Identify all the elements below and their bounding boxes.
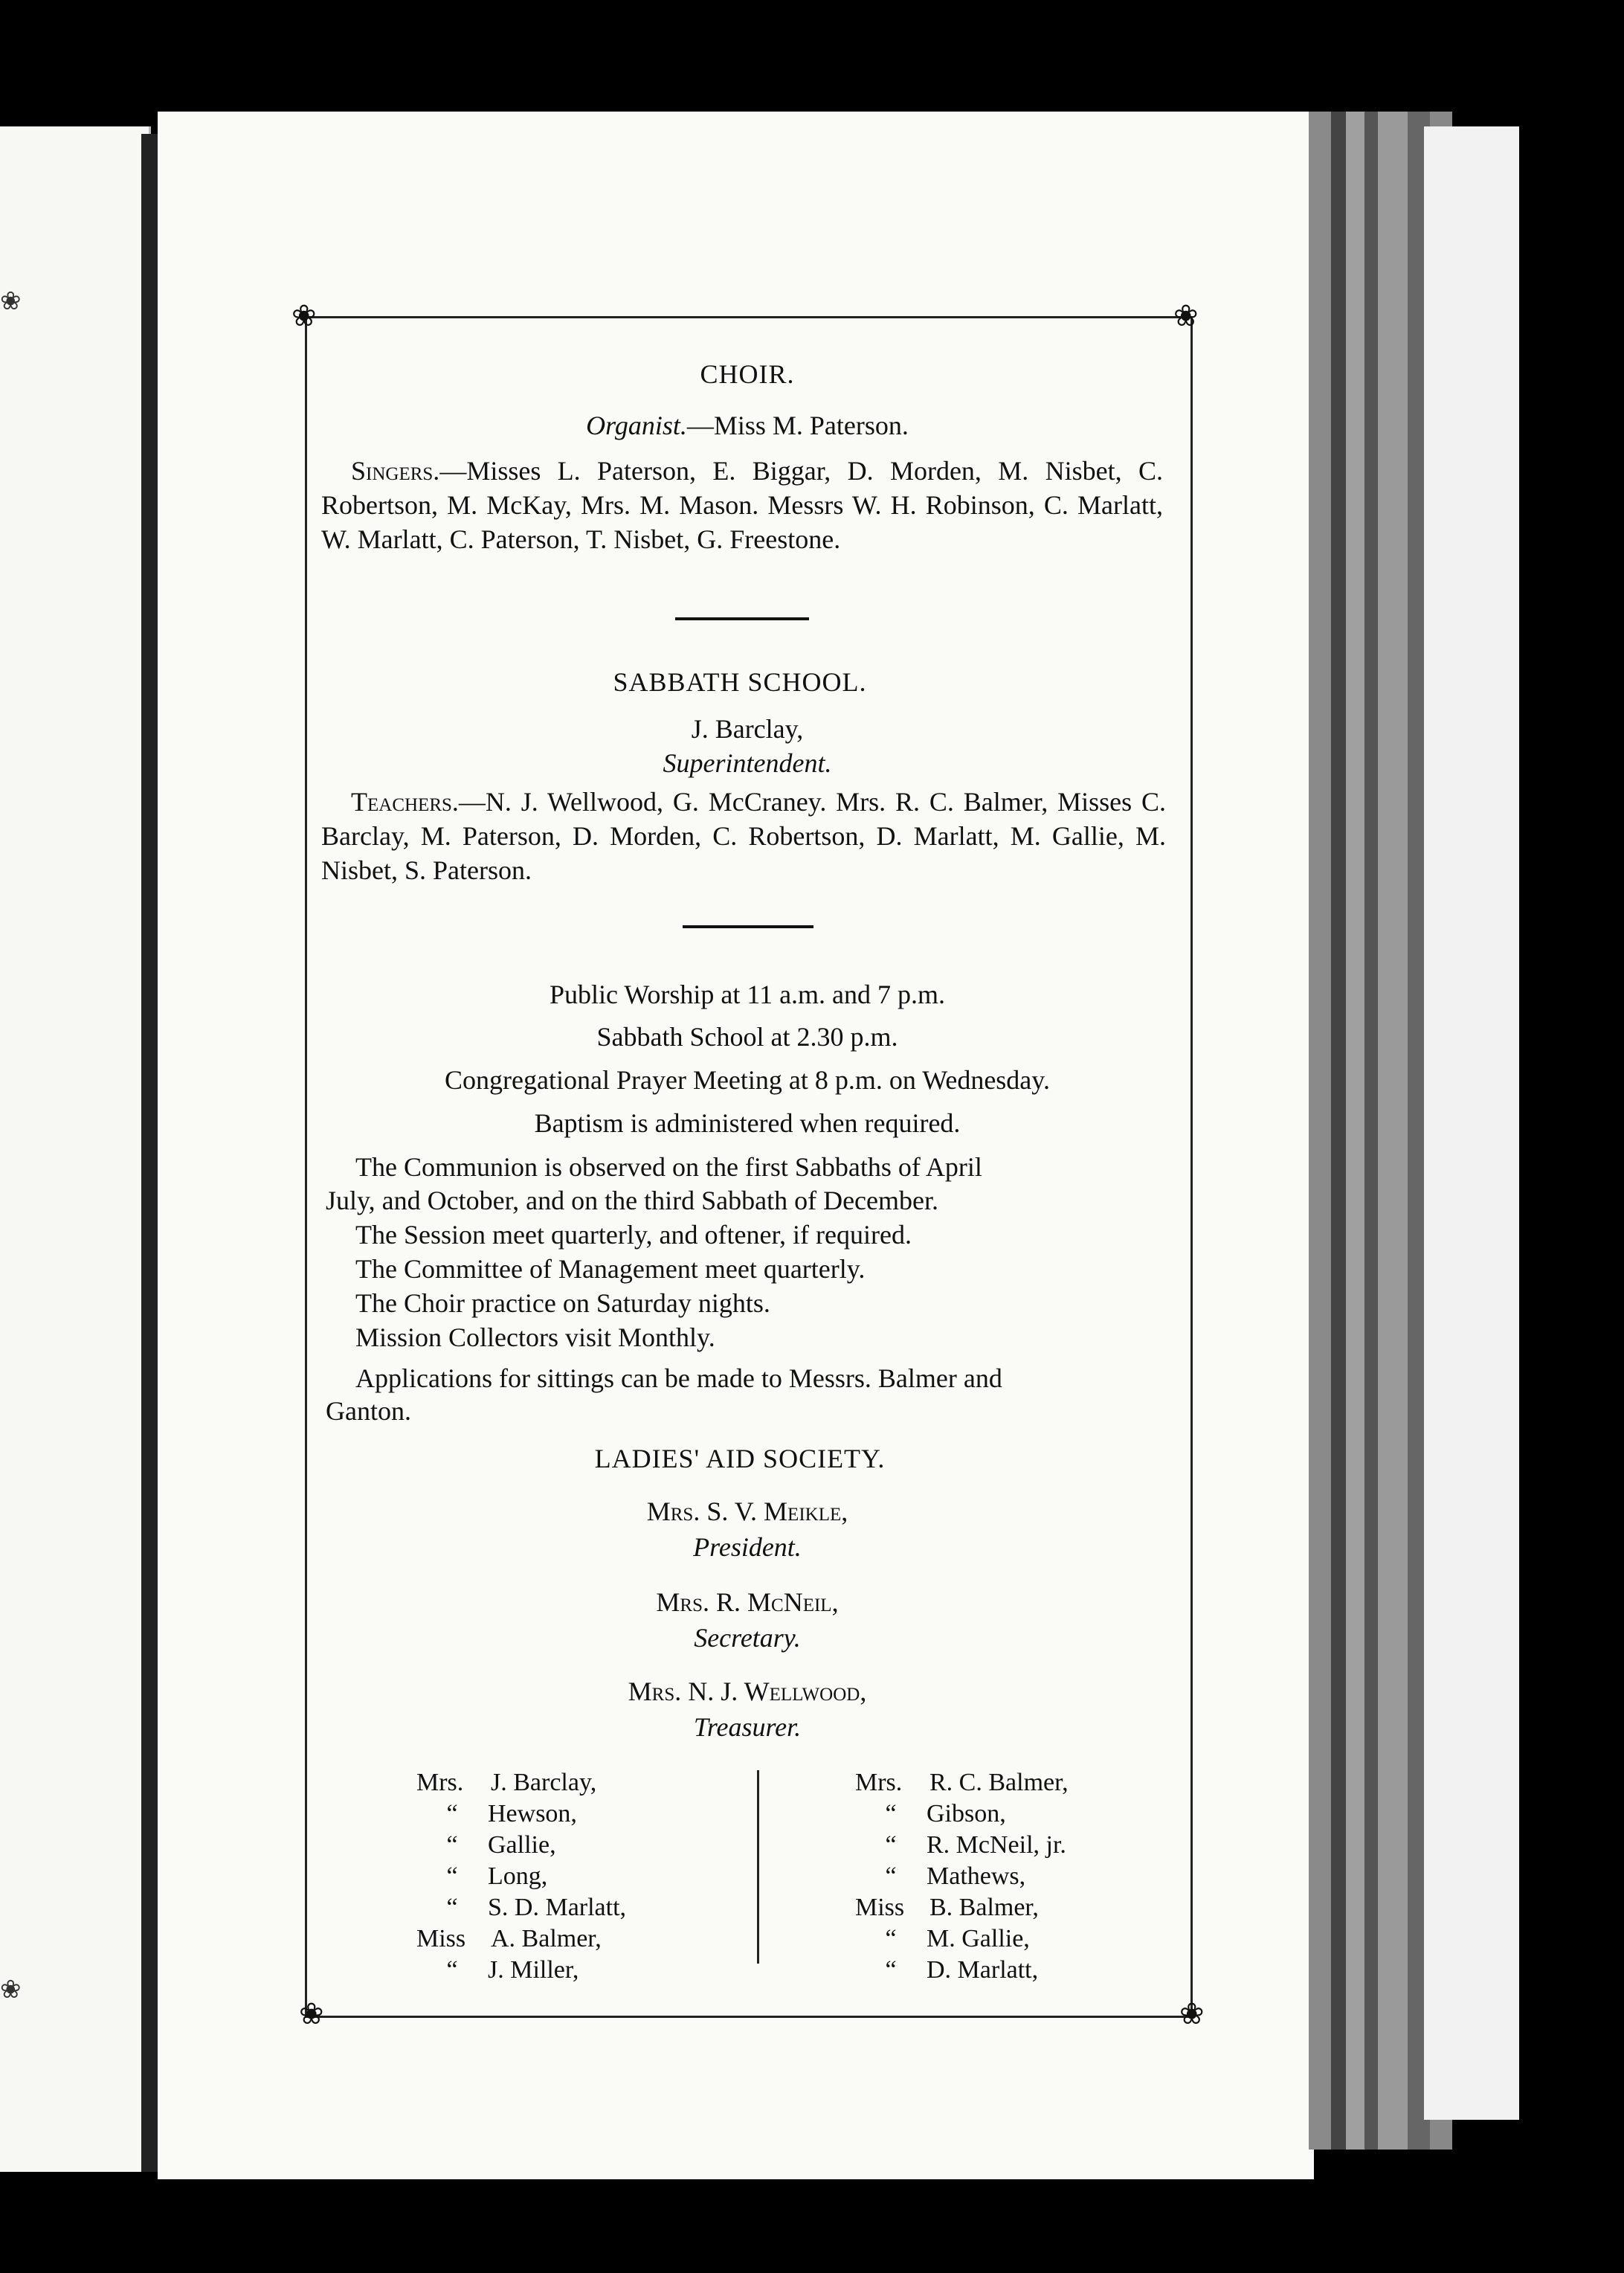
- notice-committee: The Committee of Management meet quarterly.: [355, 1254, 866, 1284]
- column-divider: [757, 1770, 759, 1964]
- member-title: “: [446, 1800, 458, 1827]
- member-title: Miss: [855, 1894, 905, 1921]
- member-name: Gallie,: [488, 1831, 556, 1859]
- member-entry: [855, 1955, 1069, 1986]
- member-entry: [855, 1767, 1069, 1798]
- member-name: D. Marlatt,: [927, 1956, 1039, 1984]
- member-title: Mrs.: [855, 1769, 903, 1796]
- member-entry: [855, 1923, 1069, 1955]
- notice-communion-line-1: The Communion is observed on the first Sabbaths of April: [355, 1152, 982, 1182]
- member-entry: [416, 1798, 626, 1830]
- member-entry: [855, 1861, 1069, 1892]
- member-entry: [416, 1767, 626, 1798]
- member-entry: [416, 1923, 626, 1955]
- singers-paragraph: [321, 454, 1163, 556]
- member-title: “: [885, 1925, 897, 1952]
- member-title: “: [885, 1800, 897, 1827]
- left-ornament-top: ❀: [0, 288, 22, 315]
- teachers-list: —N. J. Wellwood, G. McCraney. Mrs. R. C. Balmer, Misses C. Barclay, M. Paterson, D. Morden, C. Robertson, D. Marlatt, M. Gallie, M. Nisbet, S. Paterson.: [321, 787, 1166, 885]
- member-title: “: [446, 1862, 458, 1890]
- members-right-column: [855, 1767, 1069, 1986]
- corner-ornament-bottom-left: ❀: [299, 1997, 324, 2031]
- member-name: Hewson,: [488, 1800, 577, 1827]
- member-name: Mathews,: [927, 1862, 1026, 1890]
- page-edge-highlight: [1424, 126, 1519, 2120]
- member-title: Miss: [416, 1925, 466, 1952]
- member-entry: [416, 1830, 626, 1861]
- president-name: Mrs. S. V. Meikle,: [646, 1496, 848, 1526]
- member-entry: [855, 1892, 1069, 1923]
- member-entry: [416, 1955, 626, 1986]
- member-name: S. D. Marlatt,: [488, 1894, 627, 1921]
- left-ornament-bottom: ❀: [0, 1976, 22, 2004]
- member-title: “: [446, 1831, 458, 1859]
- superintendent-name: J. Barclay,: [691, 714, 804, 744]
- secretary-title: Secretary.: [694, 1623, 801, 1653]
- organist-name: —Miss M. Paterson.: [686, 411, 909, 440]
- member-name: M. Gallie,: [927, 1925, 1030, 1952]
- member-title: Mrs.: [416, 1769, 464, 1796]
- member-name: R. C. Balmer,: [929, 1769, 1069, 1796]
- notice-sittings-line-1: Applications for sittings can be made to Messrs. Balmer and: [355, 1363, 1002, 1393]
- organist-line: [312, 408, 1182, 443]
- treasurer-name: Mrs. N. J. Wellwood,: [628, 1676, 867, 1706]
- member-title: “: [885, 1862, 897, 1890]
- members-left-column: [416, 1767, 626, 1986]
- section-divider-1: [675, 617, 809, 620]
- teachers-label: Teachers.: [351, 787, 459, 817]
- member-name: J. Barclay,: [491, 1769, 597, 1796]
- member-title: “: [885, 1956, 897, 1984]
- member-entry: [416, 1861, 626, 1892]
- member-name: R. McNeil, jr.: [927, 1831, 1066, 1859]
- corner-ornament-bottom-right: ❀: [1179, 1997, 1205, 2031]
- notice-session: The Session meet quarterly, and oftener, if required.: [355, 1220, 912, 1250]
- sabbath-school-heading: SABBATH SCHOOL.: [613, 667, 867, 697]
- member-title: “: [885, 1831, 897, 1859]
- notice-worship: Public Worship at 11 a.m. and 7 p.m.: [549, 980, 946, 1009]
- notice-choir-practice: The Choir practice on Saturday nights.: [355, 1288, 770, 1318]
- member-title: “: [446, 1956, 458, 1984]
- member-entry: [855, 1798, 1069, 1830]
- corner-ornament-top-right: ❀: [1173, 299, 1199, 332]
- choir-heading: CHOIR.: [700, 359, 795, 389]
- corner-ornament-top-left: ❀: [291, 299, 317, 332]
- member-name: J. Miller,: [488, 1956, 579, 1984]
- president-title: President.: [693, 1532, 802, 1562]
- member-entry: [855, 1830, 1069, 1861]
- teachers-paragraph: [321, 785, 1166, 887]
- member-name: B. Balmer,: [929, 1894, 1039, 1921]
- left-page-fragment: [0, 126, 151, 2172]
- member-title: “: [446, 1894, 458, 1921]
- singers-list: —Misses L. Paterson, E. Biggar, D. Morden, M. Nisbet, C. Robertson, M. McKay, Mrs. M. Mason. Messrs W. H. Robinson, C. Marlatt, W. Marlatt, C. Paterson, T. Nisbet, G. Freestone.: [321, 456, 1163, 554]
- member-entry: [416, 1892, 626, 1923]
- section-divider-2: [683, 925, 813, 928]
- notice-baptism: Baptism is administered when required.: [534, 1108, 961, 1138]
- treasurer-title: Treasurer.: [693, 1712, 802, 1742]
- member-name: Gibson,: [927, 1800, 1006, 1827]
- notice-prayer-meeting: Congregational Prayer Meeting at 8 p.m. on Wednesday.: [445, 1065, 1050, 1095]
- notice-school: Sabbath School at 2.30 p.m.: [596, 1022, 898, 1052]
- member-name: Long,: [488, 1862, 548, 1890]
- notice-sittings-line-2: Ganton.: [326, 1396, 411, 1426]
- notice-mission: Mission Collectors visit Monthly.: [355, 1322, 715, 1352]
- secretary-name: Mrs. R. McNeil,: [656, 1587, 839, 1617]
- member-name: A. Balmer,: [491, 1925, 602, 1952]
- superintendent-title: Superintendent.: [663, 748, 832, 778]
- notice-communion-line-2: July, and October, and on the third Sabbath of December.: [326, 1186, 938, 1215]
- organist-label: Organist.: [586, 411, 687, 440]
- ladies-aid-heading: LADIES' AID SOCIETY.: [594, 1444, 886, 1473]
- singers-label: Singers.: [351, 456, 440, 486]
